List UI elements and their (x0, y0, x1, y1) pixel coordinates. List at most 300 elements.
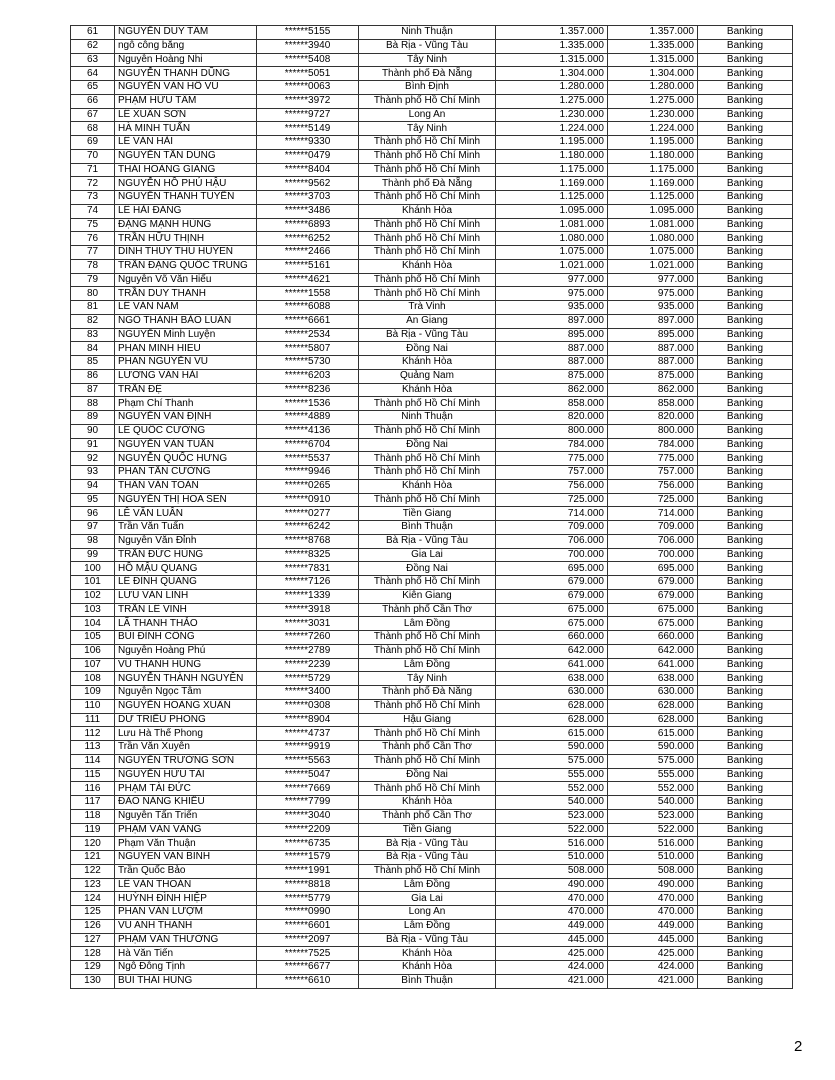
row-number-cell: 127 (71, 933, 115, 947)
donor-name-cell: TRẦN HỮU THỊNH (115, 232, 257, 246)
account-masked-cell: ******8404 (257, 163, 359, 177)
row-number-cell: 71 (71, 163, 115, 177)
amount-total-cell: 449.000 (608, 919, 698, 933)
amount-total-cell: 706.000 (608, 534, 698, 548)
amount-cell: 628.000 (496, 699, 608, 713)
channel-cell: Banking (698, 232, 793, 246)
table-row (71, 534, 793, 548)
province-cell: Kiên Giang (359, 589, 496, 603)
channel-cell: Banking (698, 933, 793, 947)
table-row (71, 149, 793, 163)
donor-name-cell: NGÔ THÀNH BẢO LUÂN (115, 314, 257, 328)
row-number-cell: 125 (71, 906, 115, 920)
province-cell: Thành phố Hồ Chí Minh (359, 136, 496, 150)
donor-name-cell: NGUYỄN TẤN DŨNG (115, 149, 257, 163)
account-masked-cell: ******1558 (257, 287, 359, 301)
account-masked-cell: ******6704 (257, 438, 359, 452)
row-number-cell: 73 (71, 191, 115, 205)
amount-cell: 1.230.000 (496, 108, 608, 122)
account-masked-cell: ******4621 (257, 273, 359, 287)
channel-cell: Banking (698, 218, 793, 232)
province-cell: Bình Thuận (359, 974, 496, 988)
amount-cell: 862.000 (496, 383, 608, 397)
amount-total-cell: 756.000 (608, 479, 698, 493)
account-masked-cell: ******3486 (257, 204, 359, 218)
account-masked-cell: ******6893 (257, 218, 359, 232)
table-row (71, 974, 793, 988)
account-masked-cell: ******0063 (257, 81, 359, 95)
amount-total-cell: 1.021.000 (608, 259, 698, 273)
amount-total-cell: 725.000 (608, 493, 698, 507)
amount-total-cell: 895.000 (608, 328, 698, 342)
donor-name-cell: DINH THUY THU HUYEN (115, 246, 257, 260)
table-row (71, 878, 793, 892)
account-masked-cell: ******3972 (257, 94, 359, 108)
amount-total-cell: 615.000 (608, 727, 698, 741)
channel-cell: Banking (698, 919, 793, 933)
donor-name-cell: PHẠM VĂN THƯỜNG (115, 933, 257, 947)
channel-cell: Banking (698, 301, 793, 315)
channel-cell: Banking (698, 438, 793, 452)
province-cell: Bà Rịa - Vũng Tàu (359, 39, 496, 53)
row-number-cell: 97 (71, 521, 115, 535)
channel-cell: Banking (698, 768, 793, 782)
amount-cell: 695.000 (496, 562, 608, 576)
amount-cell: 1.081.000 (496, 218, 608, 232)
province-cell: Thành phố Hồ Chí Minh (359, 699, 496, 713)
row-number-cell: 61 (71, 26, 115, 40)
province-cell: Quảng Nam (359, 369, 496, 383)
channel-cell: Banking (698, 686, 793, 700)
account-masked-cell: ******5149 (257, 122, 359, 136)
account-masked-cell: ******2209 (257, 823, 359, 837)
row-number-cell: 128 (71, 947, 115, 961)
table-row (71, 383, 793, 397)
channel-cell: Banking (698, 631, 793, 645)
amount-total-cell: 679.000 (608, 576, 698, 590)
account-masked-cell: ******9330 (257, 136, 359, 150)
table-row (71, 26, 793, 40)
channel-cell: Banking (698, 851, 793, 865)
province-cell: Thành phố Hồ Chí Minh (359, 466, 496, 480)
amount-cell: 820.000 (496, 411, 608, 425)
account-masked-cell: ******8818 (257, 878, 359, 892)
amount-cell: 638.000 (496, 672, 608, 686)
province-cell: Thành phố Đà Nẵng (359, 67, 496, 81)
province-cell: Thành phố Hồ Chí Minh (359, 644, 496, 658)
amount-total-cell: 1.080.000 (608, 232, 698, 246)
channel-cell: Banking (698, 53, 793, 67)
channel-cell: Banking (698, 314, 793, 328)
account-masked-cell: ******6610 (257, 974, 359, 988)
amount-total-cell: 1.081.000 (608, 218, 698, 232)
channel-cell: Banking (698, 81, 793, 95)
donor-name-cell: BÙI THÁI HÙNG (115, 974, 257, 988)
account-masked-cell: ******0265 (257, 479, 359, 493)
amount-cell: 540.000 (496, 796, 608, 810)
amount-total-cell: 516.000 (608, 837, 698, 851)
amount-total-cell: 1.175.000 (608, 163, 698, 177)
table-row (71, 466, 793, 480)
donor-name-cell: NGUYỄN HỮU TÀI (115, 768, 257, 782)
amount-total-cell: 1.195.000 (608, 136, 698, 150)
amount-cell: 1.095.000 (496, 204, 608, 218)
amount-cell: 1.335.000 (496, 39, 608, 53)
amount-total-cell: 522.000 (608, 823, 698, 837)
province-cell: Tiền Giang (359, 823, 496, 837)
amount-total-cell: 1.125.000 (608, 191, 698, 205)
account-masked-cell: ******6735 (257, 837, 359, 851)
amount-total-cell: 628.000 (608, 713, 698, 727)
table-row (71, 809, 793, 823)
table-row (71, 892, 793, 906)
donor-name-cell: Nguyễn Tấn Triển (115, 809, 257, 823)
row-number-cell: 85 (71, 356, 115, 370)
donor-name-cell: NGUYỄN HỒ PHÚ HẬU (115, 177, 257, 191)
table-row (71, 837, 793, 851)
table-row (71, 754, 793, 768)
province-cell: Tây Ninh (359, 672, 496, 686)
amount-cell: 510.000 (496, 851, 608, 865)
row-number-cell: 95 (71, 493, 115, 507)
amount-cell: 706.000 (496, 534, 608, 548)
channel-cell: Banking (698, 39, 793, 53)
amount-cell: 675.000 (496, 603, 608, 617)
account-masked-cell: ******3400 (257, 686, 359, 700)
province-cell: Gia Lai (359, 548, 496, 562)
amount-cell: 642.000 (496, 644, 608, 658)
donor-name-cell: LÊ XUÂN SƠN (115, 108, 257, 122)
table-row (71, 562, 793, 576)
row-number-cell: 92 (71, 452, 115, 466)
channel-cell: Banking (698, 672, 793, 686)
account-masked-cell: ******1991 (257, 864, 359, 878)
table-row (71, 672, 793, 686)
amount-cell: 675.000 (496, 617, 608, 631)
account-masked-cell: ******2466 (257, 246, 359, 260)
channel-cell: Banking (698, 246, 793, 260)
table-row (71, 287, 793, 301)
row-number-cell: 124 (71, 892, 115, 906)
account-masked-cell: ******3940 (257, 39, 359, 53)
province-cell: Thành phố Cần Thơ (359, 603, 496, 617)
table-row (71, 631, 793, 645)
amount-cell: 522.000 (496, 823, 608, 837)
amount-cell: 709.000 (496, 521, 608, 535)
province-cell: Khánh Hòa (359, 947, 496, 961)
amount-total-cell: 757.000 (608, 466, 698, 480)
channel-cell: Banking (698, 809, 793, 823)
row-number-cell: 79 (71, 273, 115, 287)
channel-cell: Banking (698, 411, 793, 425)
row-number-cell: 106 (71, 644, 115, 658)
account-masked-cell: ******6661 (257, 314, 359, 328)
amount-total-cell: 1.315.000 (608, 53, 698, 67)
amount-total-cell: 714.000 (608, 507, 698, 521)
row-number-cell: 86 (71, 369, 115, 383)
table-row (71, 699, 793, 713)
table-row (71, 548, 793, 562)
amount-total-cell: 1.180.000 (608, 149, 698, 163)
account-masked-cell: ******7831 (257, 562, 359, 576)
province-cell: Thành phố Hồ Chí Minh (359, 191, 496, 205)
row-number-cell: 117 (71, 796, 115, 810)
province-cell: Thành phố Hồ Chí Minh (359, 232, 496, 246)
amount-cell: 470.000 (496, 892, 608, 906)
amount-cell: 756.000 (496, 479, 608, 493)
province-cell: Thành phố Hồ Chí Minh (359, 727, 496, 741)
donor-name-cell: HỒ MẬU QUANG (115, 562, 257, 576)
amount-cell: 552.000 (496, 782, 608, 796)
amount-total-cell: 490.000 (608, 878, 698, 892)
table-row (71, 713, 793, 727)
channel-cell: Banking (698, 287, 793, 301)
account-masked-cell: ******9562 (257, 177, 359, 191)
amount-total-cell: 1.095.000 (608, 204, 698, 218)
row-number-cell: 109 (71, 686, 115, 700)
account-masked-cell: ******6242 (257, 521, 359, 535)
province-cell: Bà Rịa - Vũng Tàu (359, 534, 496, 548)
province-cell: Đồng Nai (359, 438, 496, 452)
donor-name-cell: LÊ VĂN NAM (115, 301, 257, 315)
row-number-cell: 130 (71, 974, 115, 988)
amount-cell: 424.000 (496, 961, 608, 975)
province-cell: Khánh Hòa (359, 961, 496, 975)
province-cell: Thành phố Hồ Chí Minh (359, 782, 496, 796)
account-masked-cell: ******0479 (257, 149, 359, 163)
province-cell: Thành phố Đà Nẵng (359, 177, 496, 191)
table-row (71, 108, 793, 122)
amount-cell: 775.000 (496, 452, 608, 466)
row-number-cell: 107 (71, 658, 115, 672)
amount-total-cell: 552.000 (608, 782, 698, 796)
page-number: 2 (794, 1038, 803, 1055)
donor-name-cell: PHẠM HỮU TÂM (115, 94, 257, 108)
amount-cell: 1.304.000 (496, 67, 608, 81)
donor-table (70, 25, 793, 989)
account-masked-cell: ******0990 (257, 906, 359, 920)
amount-cell: 490.000 (496, 878, 608, 892)
account-masked-cell: ******4737 (257, 727, 359, 741)
amount-total-cell: 630.000 (608, 686, 698, 700)
account-masked-cell: ******3918 (257, 603, 359, 617)
account-masked-cell: ******3703 (257, 191, 359, 205)
amount-total-cell: 642.000 (608, 644, 698, 658)
province-cell: Thành phố Đà Nẵng (359, 686, 496, 700)
province-cell: Ninh Thuận (359, 26, 496, 40)
account-masked-cell: ******5155 (257, 26, 359, 40)
donor-name-cell: TRẦN ĐỆ (115, 383, 257, 397)
amount-total-cell: 641.000 (608, 658, 698, 672)
channel-cell: Banking (698, 782, 793, 796)
channel-cell: Banking (698, 534, 793, 548)
amount-cell: 725.000 (496, 493, 608, 507)
account-masked-cell: ******2534 (257, 328, 359, 342)
row-number-cell: 90 (71, 424, 115, 438)
province-cell: Thành phố Hồ Chí Minh (359, 424, 496, 438)
table-row (71, 493, 793, 507)
donor-name-cell: NGUYỄN QUỐC HƯNG (115, 452, 257, 466)
donor-name-cell: PHAN TẤN CƯỜNG (115, 466, 257, 480)
table-row (71, 259, 793, 273)
table-row (71, 961, 793, 975)
row-number-cell: 123 (71, 878, 115, 892)
row-number-cell: 72 (71, 177, 115, 191)
table-row (71, 53, 793, 67)
account-masked-cell: ******7126 (257, 576, 359, 590)
channel-cell: Banking (698, 878, 793, 892)
donor-name-cell: THÁI HOÀNG GIANG (115, 163, 257, 177)
channel-cell: Banking (698, 562, 793, 576)
amount-total-cell: 1.304.000 (608, 67, 698, 81)
amount-total-cell: 977.000 (608, 273, 698, 287)
table-row (71, 191, 793, 205)
donor-name-cell: Nguyễn Hoàng Phú (115, 644, 257, 658)
row-number-cell: 69 (71, 136, 115, 150)
table-row (71, 81, 793, 95)
province-cell: Thành phố Hồ Chí Minh (359, 452, 496, 466)
amount-cell: 757.000 (496, 466, 608, 480)
table-row (71, 314, 793, 328)
amount-total-cell: 675.000 (608, 617, 698, 631)
amount-total-cell: 1.280.000 (608, 81, 698, 95)
amount-cell: 1.125.000 (496, 191, 608, 205)
province-cell: Tiền Giang (359, 507, 496, 521)
channel-cell: Banking (698, 67, 793, 81)
table-row (71, 411, 793, 425)
donor-name-cell: Nguyễn Văn Đỉnh (115, 534, 257, 548)
channel-cell: Banking (698, 452, 793, 466)
amount-cell: 1.275.000 (496, 94, 608, 108)
row-number-cell: 102 (71, 589, 115, 603)
donor-name-cell: LƯU VĂN LINH (115, 589, 257, 603)
amount-cell: 1.315.000 (496, 53, 608, 67)
donor-name-cell: BÙI ĐÌNH CÔNG (115, 631, 257, 645)
donor-name-cell: NGUYỄN DUY TÂM (115, 26, 257, 40)
donor-name-cell: Nguyễn Ngọc Tâm (115, 686, 257, 700)
channel-cell: Banking (698, 108, 793, 122)
amount-cell: 935.000 (496, 301, 608, 315)
channel-cell: Banking (698, 961, 793, 975)
row-number-cell: 66 (71, 94, 115, 108)
account-masked-cell: ******0308 (257, 699, 359, 713)
channel-cell: Banking (698, 796, 793, 810)
donor-name-cell: NGUYỄN HOÀNG XUÂN (115, 699, 257, 713)
channel-cell: Banking (698, 974, 793, 988)
province-cell: Thành phố Hồ Chí Minh (359, 273, 496, 287)
province-cell: Long An (359, 108, 496, 122)
channel-cell: Banking (698, 424, 793, 438)
row-number-cell: 93 (71, 466, 115, 480)
province-cell: Khánh Hòa (359, 259, 496, 273)
channel-cell: Banking (698, 342, 793, 356)
account-masked-cell: ******5729 (257, 672, 359, 686)
donor-name-cell: TRẦN ĐỨC HÙNG (115, 548, 257, 562)
row-number-cell: 119 (71, 823, 115, 837)
amount-total-cell: 1.357.000 (608, 26, 698, 40)
province-cell: Khánh Hòa (359, 204, 496, 218)
table-row (71, 933, 793, 947)
donor-name-cell: Ngô Đông Tịnh (115, 961, 257, 975)
province-cell: Đồng Nai (359, 562, 496, 576)
table-row (71, 39, 793, 53)
province-cell: Thành phố Hồ Chí Minh (359, 246, 496, 260)
amount-total-cell: 660.000 (608, 631, 698, 645)
amount-cell: 1.080.000 (496, 232, 608, 246)
donor-name-cell: NGUYỄN TRƯỜNG SƠN (115, 754, 257, 768)
channel-cell: Banking (698, 823, 793, 837)
channel-cell: Banking (698, 727, 793, 741)
donor-name-cell: NGUYỄN THỊ HOA SEN (115, 493, 257, 507)
province-cell: Thành phố Hồ Chí Minh (359, 397, 496, 411)
province-cell: Bình Định (359, 81, 496, 95)
account-masked-cell: ******6088 (257, 301, 359, 315)
channel-cell: Banking (698, 548, 793, 562)
channel-cell: Banking (698, 356, 793, 370)
channel-cell: Banking (698, 204, 793, 218)
amount-total-cell: 1.335.000 (608, 39, 698, 53)
donor-name-cell: LÊ QUỐC CƯỜNG (115, 424, 257, 438)
amount-total-cell: 540.000 (608, 796, 698, 810)
amount-cell: 1.195.000 (496, 136, 608, 150)
table-row (71, 617, 793, 631)
table-row (71, 122, 793, 136)
account-masked-cell: ******3040 (257, 809, 359, 823)
amount-total-cell: 858.000 (608, 397, 698, 411)
amount-total-cell: 862.000 (608, 383, 698, 397)
donor-name-cell: ngô công bằng (115, 39, 257, 53)
amount-cell: 641.000 (496, 658, 608, 672)
channel-cell: Banking (698, 397, 793, 411)
table-row (71, 479, 793, 493)
amount-cell: 470.000 (496, 906, 608, 920)
amount-total-cell: 445.000 (608, 933, 698, 947)
channel-cell: Banking (698, 644, 793, 658)
amount-cell: 679.000 (496, 576, 608, 590)
province-cell: Thành phố Hồ Chí Minh (359, 94, 496, 108)
channel-cell: Banking (698, 493, 793, 507)
account-masked-cell: ******9919 (257, 741, 359, 755)
donor-name-cell: HÀ MINH TUẤN (115, 122, 257, 136)
channel-cell: Banking (698, 94, 793, 108)
row-number-cell: 76 (71, 232, 115, 246)
province-cell: Thành phố Cần Thơ (359, 741, 496, 755)
row-number-cell: 75 (71, 218, 115, 232)
channel-cell: Banking (698, 328, 793, 342)
table-row (71, 851, 793, 865)
account-masked-cell: ******5563 (257, 754, 359, 768)
donor-name-cell: LÊ VĂN HẢI (115, 136, 257, 150)
donor-name-cell: LÊ ĐÌNH QUANG (115, 576, 257, 590)
table-row (71, 576, 793, 590)
table-row (71, 438, 793, 452)
amount-cell: 1.357.000 (496, 26, 608, 40)
account-masked-cell: ******7260 (257, 631, 359, 645)
province-cell: Lâm Đồng (359, 617, 496, 631)
row-number-cell: 67 (71, 108, 115, 122)
row-number-cell: 122 (71, 864, 115, 878)
amount-cell: 800.000 (496, 424, 608, 438)
table-row (71, 369, 793, 383)
amount-cell: 1.224.000 (496, 122, 608, 136)
channel-cell: Banking (698, 383, 793, 397)
amount-total-cell: 508.000 (608, 864, 698, 878)
donor-name-cell: NGUYỄN THÀNH NGUYÊN (115, 672, 257, 686)
row-number-cell: 80 (71, 287, 115, 301)
donor-name-cell: ĐẶNG MẠNH HÙNG (115, 218, 257, 232)
amount-total-cell: 935.000 (608, 301, 698, 315)
row-number-cell: 91 (71, 438, 115, 452)
